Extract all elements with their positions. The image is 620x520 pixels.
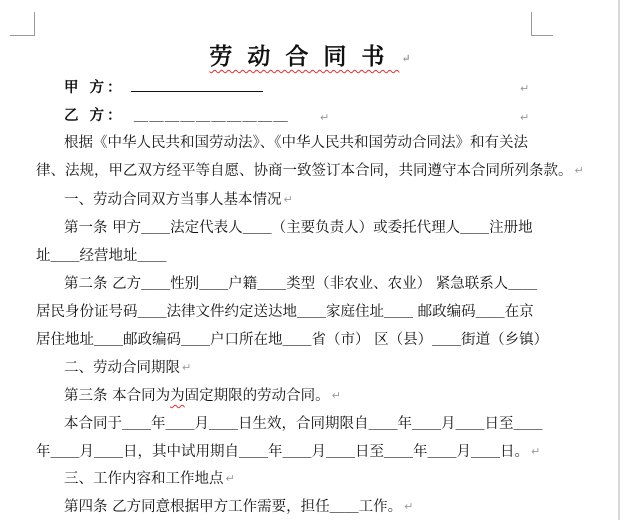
article-3-line[interactable] xyxy=(64,386,341,406)
article-4-line[interactable] xyxy=(64,497,413,517)
paragraph-mark: ↵ xyxy=(182,361,192,374)
term-line-1[interactable] xyxy=(64,414,543,434)
section-2-heading[interactable] xyxy=(64,358,191,378)
article-2-text-2: 居民身份证号码＿＿法律文件约定送达地＿＿家庭住址＿＿ 邮政编码＿＿在京 xyxy=(36,304,534,320)
preamble-line-2[interactable] xyxy=(36,161,584,181)
paragraph-mark: ↵ xyxy=(320,111,330,124)
article-3-suffix: 固定期限的劳动合同。 xyxy=(184,388,330,404)
article-1-text-2: 址＿＿经营地址＿＿ xyxy=(36,248,167,264)
paragraph-mark: ↵ xyxy=(283,193,293,206)
section-3-heading-text: 三、工作内容和工作地点 xyxy=(64,471,224,487)
paragraph-mark: ↵ xyxy=(574,164,584,177)
party-a-label: 甲 方： xyxy=(64,80,125,96)
term-text-1: 本合同于＿＿年＿＿月＿＿日生效，合同期限自＿＿年＿＿月＿＿日至＿＿ xyxy=(64,416,543,432)
paragraph-mark: ↵ xyxy=(331,389,341,402)
document-title[interactable] xyxy=(0,38,620,71)
article-2-text-3: 居住地址＿＿邮政编码＿＿户口所在地＿＿省（市） 区（县）＿＿街道（乡镇） xyxy=(36,332,549,348)
crop-mark-top-left-h xyxy=(10,35,35,36)
preamble-text-2: 律、法规，甲乙双方经平等自愿、协商一致签订本合同，共同遵守本合同所列条款。 xyxy=(36,163,573,179)
article-3-prefix: 第三条 本合同为 xyxy=(64,388,171,404)
preamble-text-1: 根据《中华人民共和国劳动法》、《中华人民共和国劳动合同法》和有关法 xyxy=(64,135,528,151)
article-1-line-1[interactable] xyxy=(64,218,533,238)
section-1-heading-text: 一、劳动合同双方当事人基本情况 xyxy=(64,192,282,208)
article-1-text-1: 第一条 甲方＿＿法定代表人＿＿（主要负责人）或委托代理人＿＿注册地 xyxy=(64,220,533,236)
section-2-heading-text: 二、劳动合同期限 xyxy=(64,360,180,376)
paragraph-mark: ↵ xyxy=(520,82,530,95)
term-line-2[interactable] xyxy=(36,442,540,462)
crop-mark-top-right-h xyxy=(531,35,553,36)
article-2-text-1: 第二条 乙方＿＿性别＿＿户籍＿＿类型（非农业、农业） 紧急联系人＿＿ xyxy=(64,276,538,292)
preamble-line-1[interactable] xyxy=(64,133,528,153)
article-2-line-2[interactable] xyxy=(36,302,534,322)
spelling-flag[interactable]: 为 xyxy=(170,388,185,404)
section-1-heading[interactable] xyxy=(64,190,293,210)
article-2-line-1[interactable] xyxy=(64,274,537,294)
paragraph-mark: ↵ xyxy=(404,500,414,513)
party-b-blank[interactable]: ＿＿＿＿＿＿＿＿＿＿ xyxy=(133,108,289,124)
crop-mark-top-left xyxy=(34,12,35,36)
section-3-heading[interactable] xyxy=(64,469,235,489)
paragraph-mark: ↵ xyxy=(531,445,541,458)
crop-mark-top-right xyxy=(531,12,532,36)
term-text-2: 年＿＿月＿＿日，其中试用期自＿＿年＿＿月＿＿日至＿＿年＿＿月＿＿日。 xyxy=(36,444,529,460)
party-b-label: 乙 方： xyxy=(64,108,125,124)
party-a-line[interactable] xyxy=(64,77,263,98)
article-4-text: 第四条 乙方同意根据甲方工作需要，担任＿＿工作。 xyxy=(64,499,403,515)
article-1-line-2[interactable] xyxy=(36,246,167,266)
party-b-line[interactable] xyxy=(64,106,289,126)
paragraph-mark: ↵ xyxy=(520,111,530,124)
article-2-line-3[interactable] xyxy=(36,330,548,350)
title-text: 劳动合同书 xyxy=(209,43,400,70)
paragraph-mark: ↵ xyxy=(401,51,411,65)
paragraph-mark: ↵ xyxy=(225,472,235,485)
party-a-blank[interactable] xyxy=(131,77,263,92)
